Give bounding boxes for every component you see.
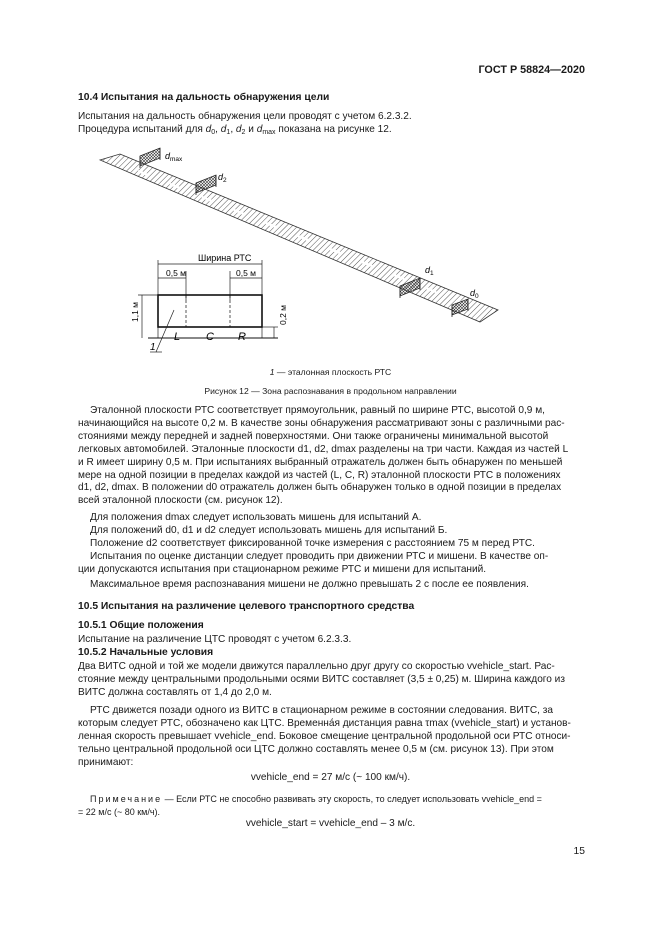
document-header: ГОСТ Р 58824—2020 <box>478 64 585 76</box>
formula-vehicle-end: vvehicle_end = 27 м/с (~ 100 км/ч). <box>250 772 411 783</box>
road-strip <box>100 154 498 322</box>
half-m-right-label: 0,5 м <box>236 268 257 278</box>
paragraph-d2-position: Положение d2 соответствует фиксированной точке измерения с расстоянием 75 м перед РТС. <box>90 538 535 549</box>
section-10-4-title: 10.4 Испытания на дальность обнаружения цели <box>78 92 330 103</box>
height-label: 1,1 м <box>130 301 140 322</box>
figure-12-diagram <box>78 140 583 370</box>
paragraph-rts-following: РТС движется позади одного из ВИТС в стационарном режиме в состоянии следования. ВИТС, за которым следует РТС, обозначено как ЦТС. Временна́я дистанция равна τmax (vvehicle_start) и установ- ленная скорость превышает vvehicle_end. Боковое смещение центральной продольной оси РТС относи- тельно центральной продольной оси ЦТС должно составлять менее 0,5 м (см. рисунок 13). При этом принимают: <box>78 705 571 768</box>
paragraph-initial-conditions: Два ВИТС одной и той же модели движутся параллельно друг другу со скоростью vvehicle_start. Рас- стояние между центральными продольными осями ВИТС составляет (3,5 ± 0,25) м. Ширина каждого из ВИТС должна составлять от 1,4 до 2,0 м. <box>78 661 565 698</box>
formula-vehicle-start: vvehicle_start = vvehicle_end – 3 м/с. <box>245 818 416 829</box>
figure-12-caption: Рисунок 12 — Зона распознавания в продольном направлении <box>204 386 457 396</box>
base-label: 0,2 м <box>278 304 288 325</box>
paragraph-max-time: Максимальное время распознавания мишени не должно превышать 2 с после ее появления. <box>90 579 529 590</box>
target-dmax <box>140 148 160 168</box>
zone-r-label: R <box>238 331 246 343</box>
section-10-5-2-title: 10.5.2 Начальные условия <box>78 647 214 658</box>
section-10-5-1-title: 10.5.1 Общие положения <box>78 620 204 631</box>
paragraph-reference-plane: Эталонной плоскости РТС соответствует прямоугольник, равный по ширине РТС, высотой 0,9 м, начинающийся на высоте 0,2 м. В качестве зоны обнаружения рассматривают зоны с различными рас- стояниями между передней и задней поверхностями. Они также ограничены минимальной высотой легковых автомобилей. Эталонные плоскости d1, d2, dmax разделены на три части. Каждая из частей L и R имеет ширину 0,5 м. При испытаниях выбранный отражатель должен быть обнаружен по меньшей мере на одной позиции в пределах каждой из частей (L, C, R) эталонной плоскости РТС в положениях d1, d2, dmax. В положении d0 отражатель должен быть обнаружен только в одной позиции в пределах всей эталонной плоскости (см. рисунок 12). <box>78 405 569 507</box>
section-10-5-1-text: Испытание на различение ЦТС проводят с учетом 6.2.3.3. <box>78 634 352 645</box>
paragraph-d0-d1-d2-target: Для положений d0, d1 и d2 следует использовать мишень для испытаний Б. <box>90 525 448 536</box>
width-label: Ширина РТС <box>198 253 252 263</box>
figure-12-legend: 1 — эталонная плоскость РТС <box>269 367 392 377</box>
section-10-4-line1: Испытания на дальность обнаружения цели проводят с учетом 6.2.3.2. <box>78 111 412 122</box>
half-m-left-label: 0,5 м <box>166 268 187 278</box>
label-d0: $d_0$ <box>470 288 479 300</box>
label-d2: $d_2$ <box>218 172 227 184</box>
callout-1: 1 <box>150 342 156 353</box>
reference-plane-schematic <box>130 253 288 353</box>
paragraph-distance-tests: Испытания по оценке дистанции следует проводить при движении РТС и мишени. В качестве оп- ции допускаются испытания при стационарном режиме РТС и мишени для испытаний. <box>78 551 549 575</box>
label-dmax: $d_{max}$ <box>165 151 183 163</box>
section-10-5-title: 10.5 Испытания на различение целевого транспортного средства <box>78 601 415 612</box>
zone-l-label: L <box>174 331 181 343</box>
page-number: 15 <box>573 846 585 857</box>
paragraph-dmax-target: Для положения dmax следует использовать мишень для испытаний А. <box>90 512 422 523</box>
label-d1: $d_1$ <box>425 265 434 277</box>
section-10-4-line2: Процедура испытаний для $d_0$, $d_1$, $d_2$ и $d_{max}$ показана на рисунке 12. <box>78 124 392 136</box>
note-label: Примечание <box>90 794 163 804</box>
zone-c-label: C <box>206 331 214 343</box>
note-block: Примечание — Если РТС не способно развивать эту скорость, то следует использовать vvehicle_end = = 22 м/с (~ 80 км/ч). <box>78 794 542 817</box>
